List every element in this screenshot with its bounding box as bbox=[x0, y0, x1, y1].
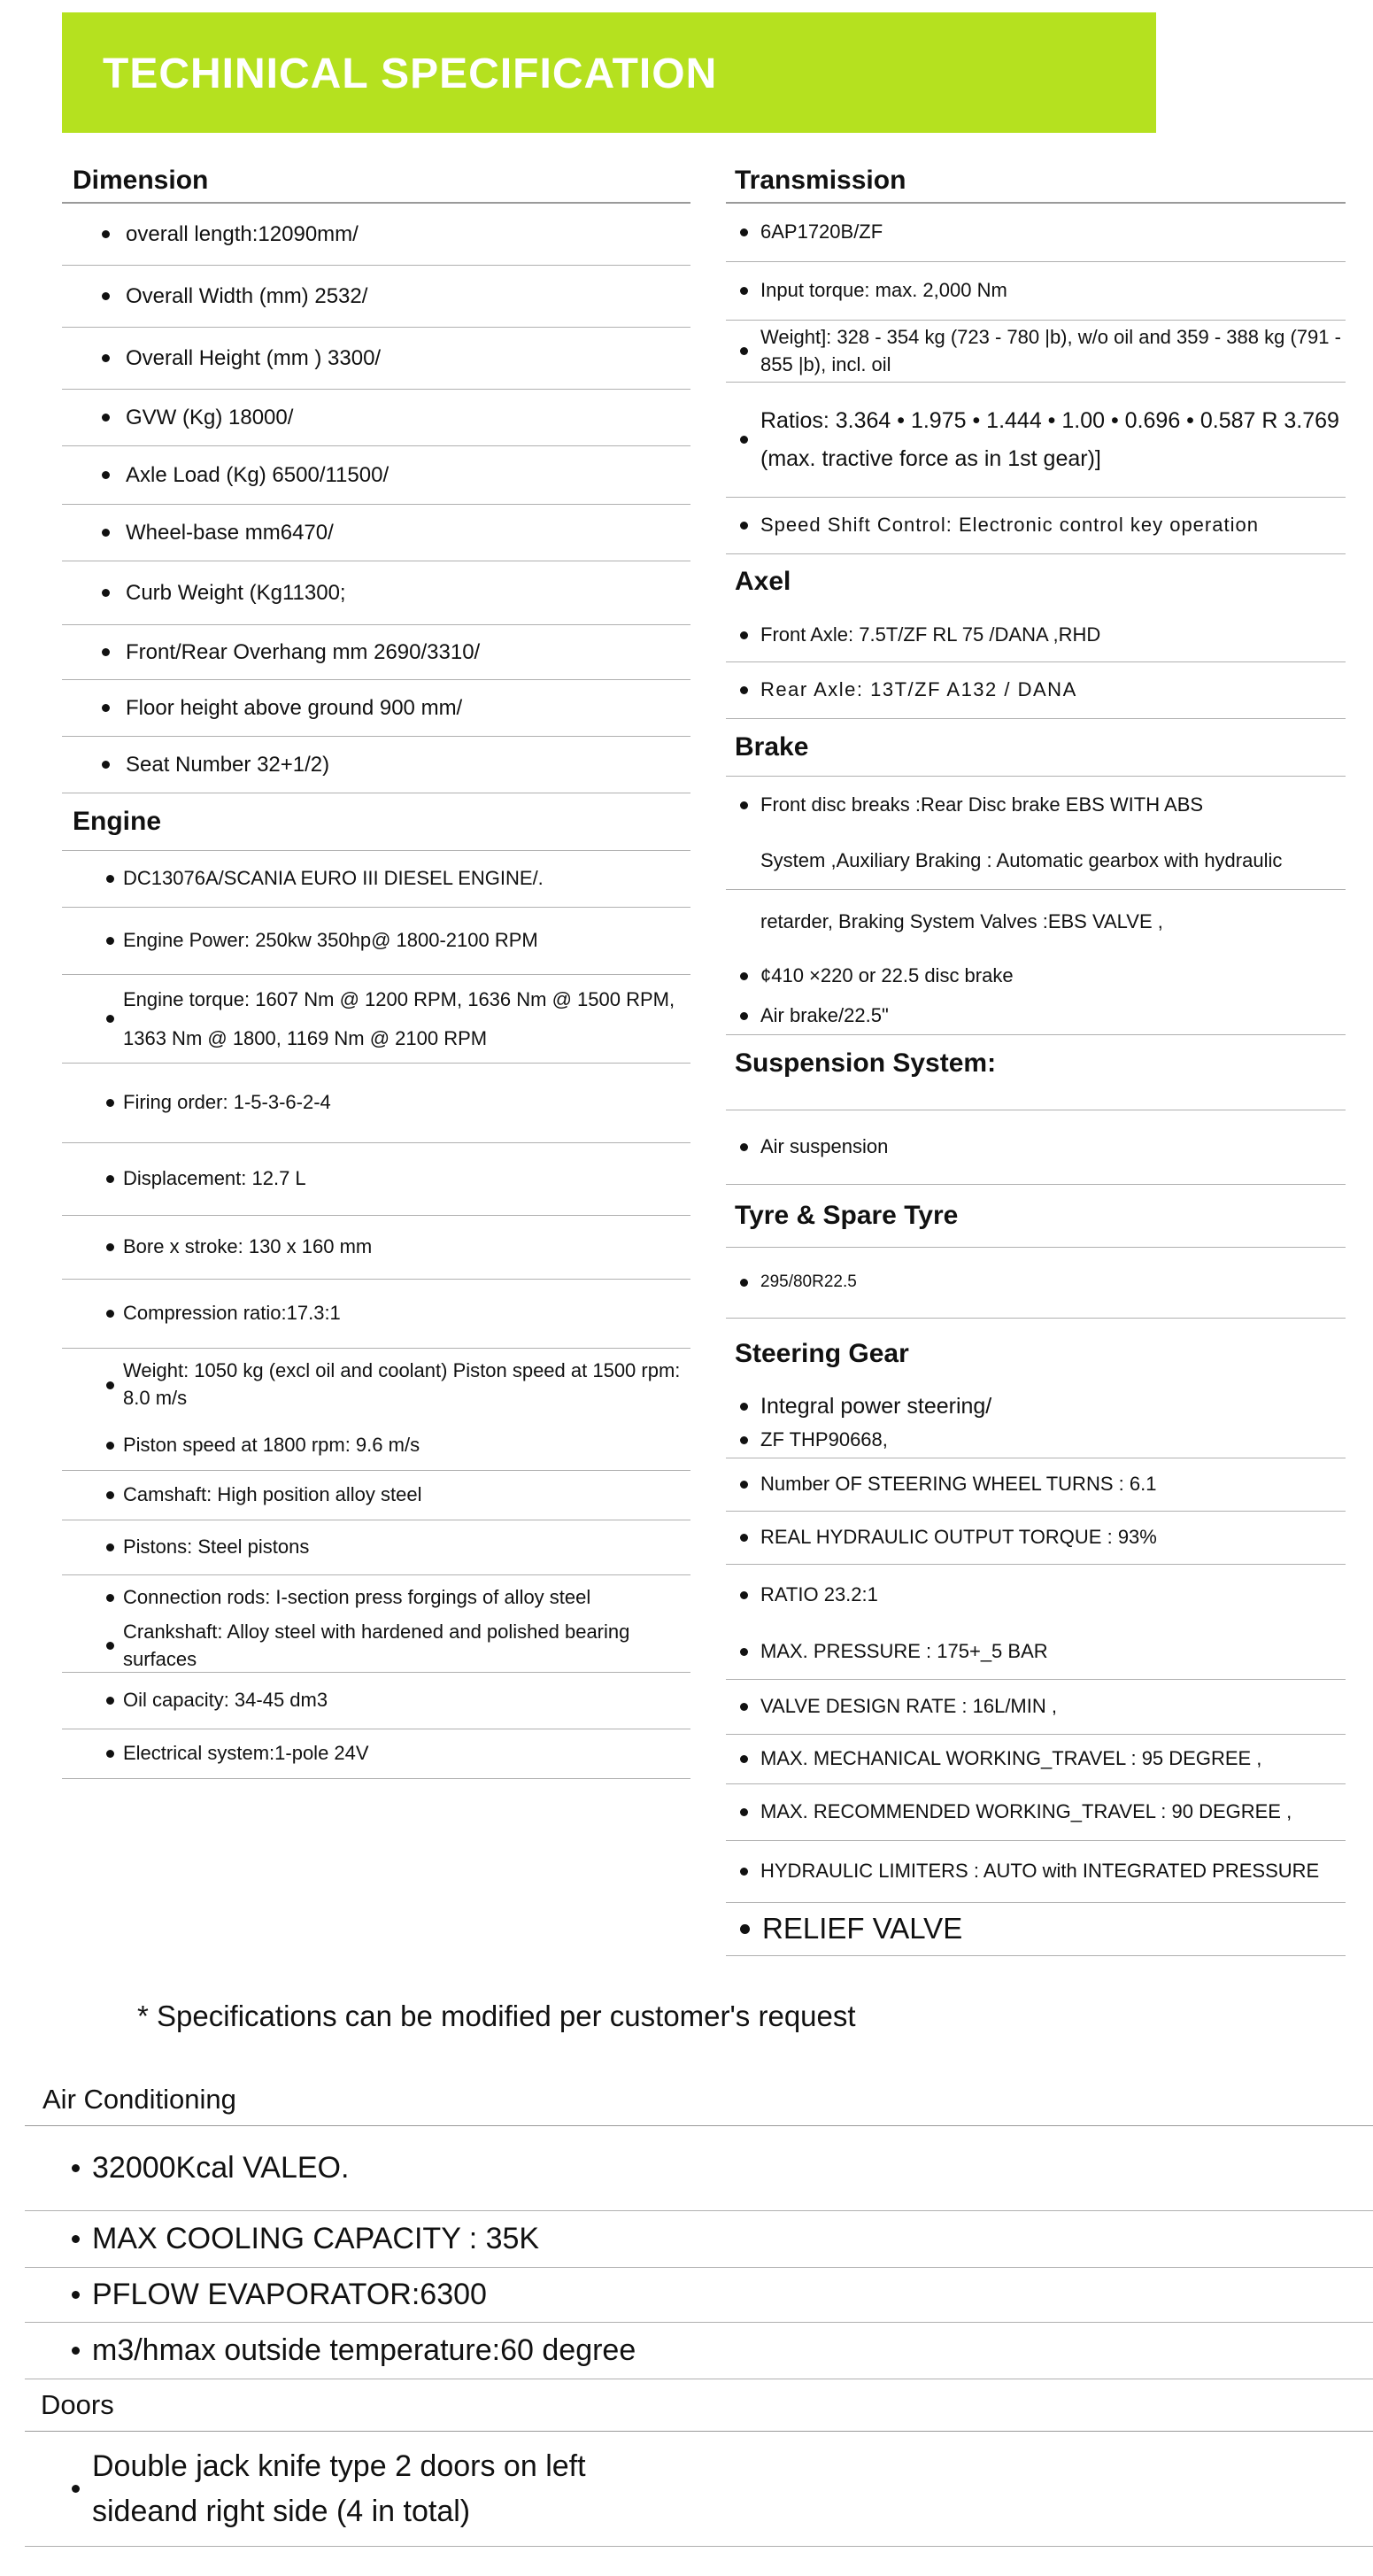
bullet-icon bbox=[72, 2235, 80, 2243]
bullet-icon bbox=[106, 1491, 114, 1499]
list-item: Displacement: 12.7 L bbox=[62, 1143, 690, 1216]
list-item: overall length:12090mm/ bbox=[62, 204, 690, 266]
left-column bbox=[62, 159, 690, 1779]
list-item: m3/hmax outside temperature:60 degree bbox=[25, 2323, 1373, 2379]
list-item: PFLOW EVAPORATOR:6300 bbox=[25, 2268, 1373, 2323]
bullet-icon bbox=[102, 704, 110, 712]
list-item: Integral power steering/ bbox=[726, 1389, 1346, 1423]
list-item: Front disc breaks :Rear Disc brake EBS WITH ABS bbox=[726, 777, 1346, 833]
list-item: Firing order: 1-5-3-6-2-4 bbox=[62, 1064, 690, 1143]
list-item: 32000Kcal VALEO. bbox=[25, 2126, 1373, 2211]
list-item: HYDRAULIC LIMITERS : AUTO with INTEGRATED PRESSURE bbox=[726, 1841, 1346, 1903]
list-item: Air suspension bbox=[726, 1110, 1346, 1185]
bullet-icon bbox=[740, 1924, 750, 1934]
list-item: Piston speed at 1800 rpm: 9.6 m/s bbox=[62, 1421, 690, 1471]
bullet-icon bbox=[106, 1243, 114, 1251]
bullet-icon bbox=[740, 436, 748, 444]
bullet-icon bbox=[106, 1543, 114, 1551]
bullet-icon bbox=[740, 1755, 748, 1763]
list-item: GVW (Kg) 18000/ bbox=[62, 390, 690, 446]
list-item: MAX. PRESSURE : 175+_5 BAR bbox=[726, 1625, 1346, 1680]
list-item: 6AP1720B/ZF bbox=[726, 204, 1346, 262]
list-item: Ratios: 3.364 • 1.975 • 1.444 • 1.00 • 0.696 • 0.587 R 3.769 (max. tractive force as in 1st gear)] bbox=[726, 383, 1346, 498]
bullet-icon bbox=[106, 1310, 114, 1318]
bullet-icon bbox=[106, 1594, 114, 1602]
bullet-icon bbox=[740, 1534, 748, 1542]
section-heading-dimension: Dimension bbox=[62, 159, 690, 204]
section-heading-transmission: Transmission bbox=[726, 159, 1346, 204]
section-heading-steering: Steering Gear bbox=[735, 1339, 909, 1368]
bullet-icon bbox=[740, 347, 748, 355]
bullet-icon bbox=[72, 2291, 80, 2299]
bullet-icon bbox=[740, 631, 748, 639]
list-item: ¢410 ×220 or 22.5 disc brake bbox=[726, 954, 1346, 998]
list-item: Weight]: 328 - 354 kg (723 - 780 |b), w/o oil and 359 - 388 kg (791 - 855 |b), incl. oil bbox=[726, 321, 1346, 383]
bullet-icon bbox=[106, 937, 114, 945]
bullet-icon bbox=[740, 972, 748, 980]
list-item: Engine torque: 1607 Nm @ 1200 RPM, 1636 Nm @ 1500 RPM, 1363 Nm @ 1800, 1169 Nm @ 2100 RPM bbox=[62, 975, 690, 1064]
list-item: Front Axle: 7.5T/ZF RL 75 /DANA ,RHD bbox=[726, 609, 1346, 662]
list-item: Engine Power: 250kw 350hp@ 1800-2100 RPM bbox=[62, 908, 690, 975]
bullet-icon bbox=[106, 1381, 114, 1389]
bullet-icon bbox=[106, 1442, 114, 1450]
list-item: Number OF STEERING WHEEL TURNS : 6.1 bbox=[726, 1458, 1346, 1512]
list-item: RATIO 23.2:1 bbox=[726, 1565, 1346, 1625]
bullet-icon bbox=[740, 228, 748, 236]
section-heading-axel: Axel bbox=[735, 567, 791, 596]
air-conditioning-section bbox=[25, 2074, 1373, 2547]
footnote: * Specifications can be modified per customer's request bbox=[137, 2000, 856, 2032]
list-item: Input torque: max. 2,000 Nm bbox=[726, 262, 1346, 321]
bullet-icon bbox=[740, 1868, 748, 1876]
list-item: ZF THP90668, bbox=[726, 1423, 1346, 1458]
bullet-icon bbox=[740, 1648, 748, 1656]
bullet-icon bbox=[72, 2164, 80, 2172]
bullet-icon bbox=[102, 230, 110, 238]
right-column bbox=[726, 159, 1346, 1956]
list-item: retarder, Braking System Valves :EBS VALVE , bbox=[760, 909, 1163, 932]
bullet-icon bbox=[102, 589, 110, 597]
bullet-icon bbox=[106, 1015, 114, 1023]
list-item: Axle Load (Kg) 6500/11500/ bbox=[62, 446, 690, 505]
section-heading-doors: Doors bbox=[25, 2379, 1373, 2432]
list-item: Double jack knife type 2 doors on left sideand right side (4 in total) bbox=[25, 2432, 1373, 2547]
bullet-icon bbox=[102, 529, 110, 537]
bullet-icon bbox=[740, 686, 748, 694]
list-item: Speed Shift Control: Electronic control key operation bbox=[726, 498, 1346, 554]
list-item: Oil capacity: 34-45 dm3 bbox=[62, 1673, 690, 1729]
section-heading-suspension: Suspension System: bbox=[726, 1035, 1346, 1110]
list-item: REAL HYDRAULIC OUTPUT TORQUE : 93% bbox=[726, 1512, 1346, 1565]
bullet-icon bbox=[740, 1436, 748, 1444]
bullet-icon bbox=[740, 1279, 748, 1287]
list-item: Overall Width (mm) 2532/ bbox=[62, 266, 690, 328]
bullet-icon bbox=[72, 2347, 80, 2355]
bullet-icon bbox=[106, 1175, 114, 1183]
bullet-icon bbox=[72, 2485, 80, 2493]
title-banner bbox=[62, 12, 1156, 133]
bullet-icon bbox=[106, 1099, 114, 1107]
list-item: MAX. MECHANICAL WORKING_TRAVEL : 95 DEGREE , bbox=[726, 1735, 1346, 1784]
list-item: 295/80R22.5 bbox=[726, 1248, 1346, 1319]
section-heading-air-conditioning: Air Conditioning bbox=[25, 2074, 1373, 2126]
list-item: Camshaft: High position alloy steel bbox=[62, 1471, 690, 1520]
list-item: MAX COOLING CAPACITY : 35K bbox=[25, 2211, 1373, 2268]
bullet-icon bbox=[102, 648, 110, 656]
bullet-icon bbox=[740, 287, 748, 295]
list-item: Overall Height (mm ) 3300/ bbox=[62, 328, 690, 390]
list-item: Compression ratio:17.3:1 bbox=[62, 1280, 690, 1349]
list-item: Connection rods: I-section press forgings of alloy steel bbox=[62, 1575, 690, 1620]
bullet-icon bbox=[102, 471, 110, 479]
list-item: Curb Weight (Kg11300; bbox=[62, 561, 690, 625]
list-item: Air brake/22.5" bbox=[726, 998, 1346, 1035]
list-item: Floor height above ground 900 mm/ bbox=[62, 680, 690, 737]
bullet-icon bbox=[102, 354, 110, 362]
section-heading-brake: Brake bbox=[726, 719, 1346, 777]
section-heading-tyre: Tyre & Spare Tyre bbox=[726, 1185, 1346, 1248]
bullet-icon bbox=[740, 1403, 748, 1411]
bullet-icon bbox=[740, 1481, 748, 1489]
bullet-icon bbox=[740, 522, 748, 530]
page-title: TECHINICAL SPECIFICATION bbox=[103, 50, 718, 97]
list-item: Front/Rear Overhang mm 2690/3310/ bbox=[62, 625, 690, 680]
bullet-icon bbox=[106, 1750, 114, 1758]
bullet-icon bbox=[106, 1642, 114, 1650]
list-item: Pistons: Steel pistons bbox=[62, 1520, 690, 1575]
bullet-icon bbox=[102, 761, 110, 769]
list-item: MAX. RECOMMENDED WORKING_TRAVEL : 90 DEGREE , bbox=[726, 1784, 1346, 1841]
list-item: Rear Axle: 13T/ZF A132 / DANA bbox=[726, 662, 1346, 719]
bullet-icon bbox=[740, 801, 748, 809]
bullet-icon bbox=[102, 292, 110, 300]
list-item: VALVE DESIGN RATE : 16L/MIN , bbox=[726, 1680, 1346, 1735]
section-heading-engine: Engine bbox=[62, 793, 690, 851]
list-item: Wheel-base mm6470/ bbox=[62, 505, 690, 561]
bullet-icon bbox=[740, 1591, 748, 1599]
bullet-icon bbox=[740, 1012, 748, 1020]
list-item: RELIEF VALVE bbox=[726, 1903, 1346, 1956]
list-item: DC13076A/SCANIA EURO III DIESEL ENGINE/. bbox=[62, 851, 690, 908]
bullet-icon bbox=[106, 1697, 114, 1705]
bullet-icon bbox=[740, 1703, 748, 1711]
list-item: Electrical system:1-pole 24V bbox=[62, 1729, 690, 1779]
bullet-icon bbox=[106, 875, 114, 883]
bullet-icon bbox=[740, 1143, 748, 1151]
bullet-icon bbox=[740, 1808, 748, 1816]
list-item: System ,Auxiliary Braking : Automatic gearbox with hydraulic bbox=[726, 833, 1346, 890]
list-item: Weight: 1050 kg (excl oil and coolant) Piston speed at 1500 rpm: 8.0 m/s bbox=[62, 1349, 690, 1421]
list-item: Crankshaft: Alloy steel with hardened and polished bearing surfaces bbox=[62, 1620, 690, 1673]
list-item: Seat Number 32+1/2) bbox=[62, 737, 690, 793]
bullet-icon bbox=[102, 414, 110, 422]
list-item: Bore x stroke: 130 x 160 mm bbox=[62, 1216, 690, 1280]
